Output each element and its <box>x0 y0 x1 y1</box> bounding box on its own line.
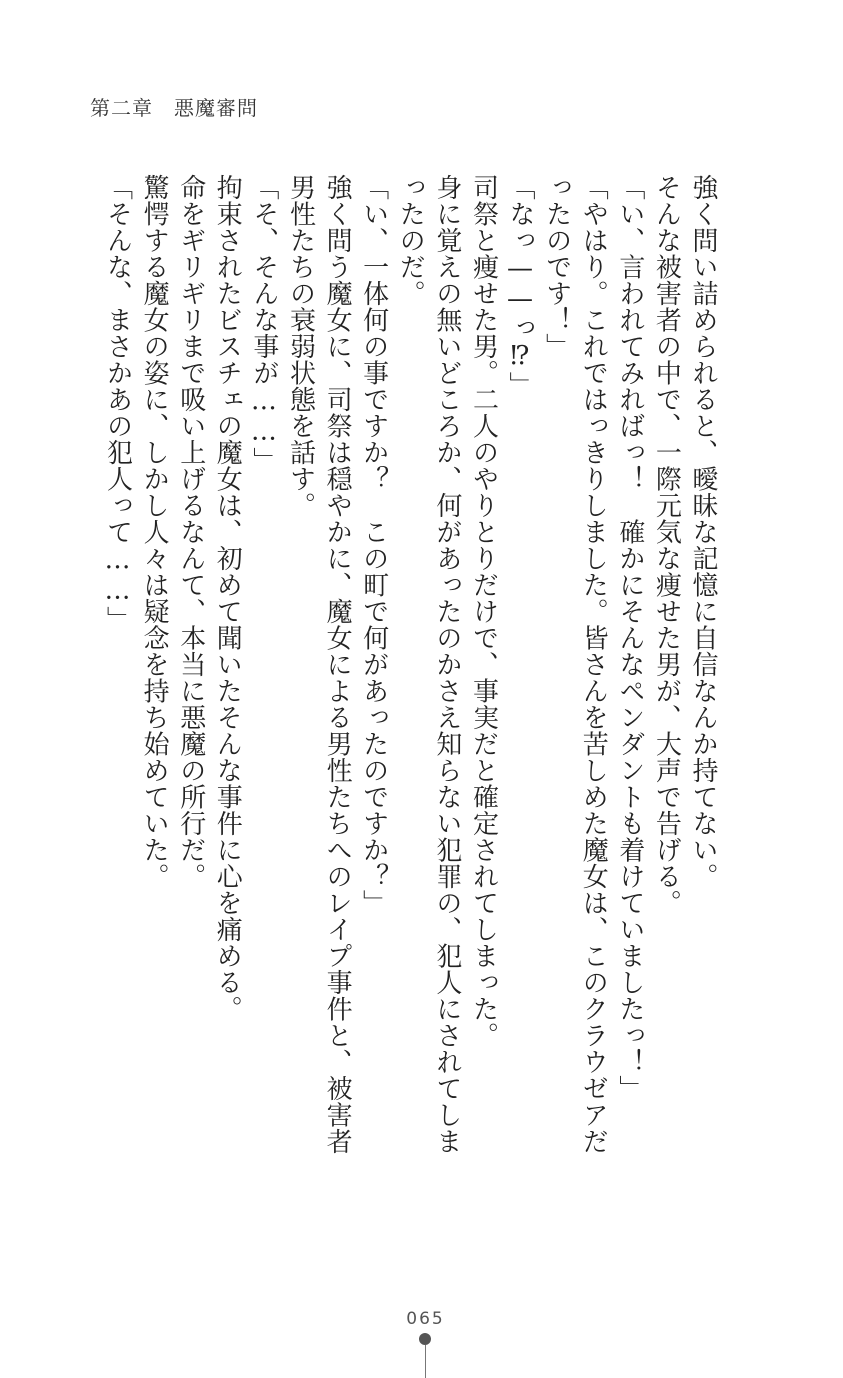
body-text <box>99 174 721 1174</box>
paragraph: 命をギリギリまで吸い上げるなんて、本当に悪魔の所行だ。 <box>175 174 206 890</box>
paragraph: 驚愕する魔女の姿に、しかし人々は疑念を持ち始めていた。 <box>139 174 170 890</box>
paragraph: 「い、言われてみればっ！ 確かにそんなペンダントも着けていましたっ！」 <box>614 174 645 1102</box>
paragraph: 「やはり。これではっきりしました。皆さんを苦しめた魔女は、このクラウゼアだったのです！」 <box>541 174 609 1155</box>
page-marker-line <box>425 1345 426 1378</box>
paragraph: 拘束されたビスチェの魔女は、初めて聞いたそんな事件に心を痛める。 <box>212 174 243 1022</box>
paragraph: 強く問い詰められると、曖昧な記憶に自信なんか持てない。 <box>688 174 718 890</box>
paragraph: 「い、一体何の事ですか？ この町で何があったのですか？」 <box>358 174 389 916</box>
paragraph: 「そんな、まさかあの犯人って……」 <box>102 174 133 633</box>
paragraph: 強く問う魔女に、司祭は穏やかに、魔女による男性たちへのレイプ事件と、被害者男性たちの衰弱状態を話す。 <box>285 174 353 1155</box>
page-marker-dot <box>419 1333 431 1345</box>
paragraph: 身に覚えの無いどころか、何があったのかさえ知らない犯罪の、犯人にされてしまったのだ。 <box>395 174 462 1155</box>
paragraph: 「なっ——っ⁉」 <box>505 174 536 398</box>
paragraph: そんな被害者の中で、一際元気な痩せた男が、大声で告げる。 <box>651 174 682 916</box>
paragraph: 司祭と痩せた男。二人のやりとりだけで、事実だと確定されてしまった。 <box>468 174 499 1049</box>
paragraph: 「そ、そんな事が……」 <box>248 174 279 474</box>
chapter-header: 第二章 悪魔審問 <box>90 96 258 120</box>
page-number: 065 <box>406 1309 445 1329</box>
